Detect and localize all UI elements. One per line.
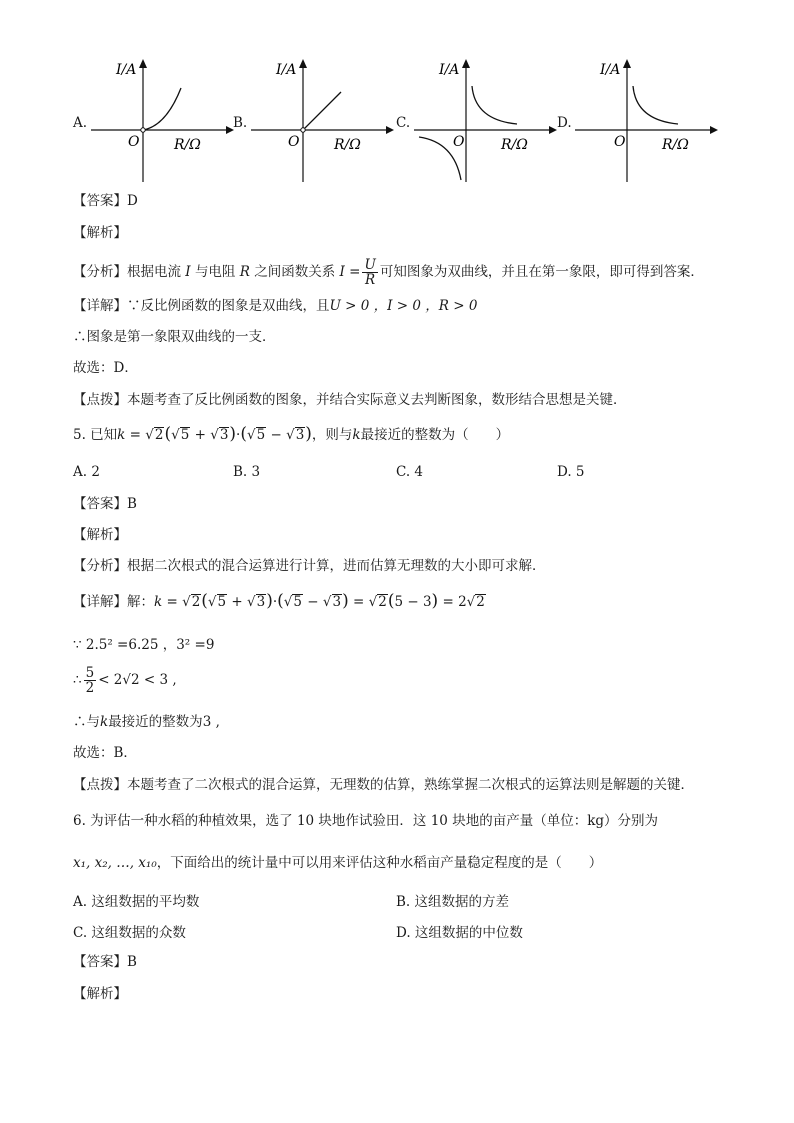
graph-c-origin: O [453,134,465,150]
q6-option-a: A. 这组数据的平均数 [73,894,200,910]
q5-option-d: D. 5 [557,464,585,480]
graph-d-origin: O [614,134,626,150]
q5-answer: 【答案】B [73,496,137,512]
q4-fenxi: 【分析】根据电流 I 与电阻 R 之间函数关系 I = $\frac{U}{R}$ 可知图象为双曲线，并且在第一象限，即可得到答案． [73,257,704,288]
q5-option-a: A. 2 [73,464,100,480]
graph-a-ylabel: I/A [116,62,137,78]
q5-detail: 【详解】解：k = √2(√5 + √3)·(√5 − √3) = √2(5 − 3) = 2√2 [73,591,485,611]
q5-comment: 【点拨】本题考查了二次根式的混合运算，无理数的估算，熟练掌握二次根式的运算法则是解题的关键． [73,777,694,793]
q5-analysis-heading: 【解析】 [73,527,127,543]
q4-detail: 【详解】∵反比例函数的图象是双曲线，且U > 0 ，I > 0 ，R > 0 [73,298,478,314]
q4-analysis-heading: 【解析】 [73,225,127,241]
answer-tag: 【答案】 [73,193,127,209]
q5-option-b: B. 3 [233,464,261,480]
q5-step2: ∴ $\frac{5}{2}$ < 2√2 < 3 , [73,665,177,696]
fraction-u-over-r: $\frac{U}{R}$ [364,257,376,288]
q4-detail-2: ∴图象是第一象限双曲线的一支． [73,329,276,345]
graph-b [246,50,396,190]
graph-d-ylabel: I/A [600,62,621,78]
graph-a-xlabel: R/Ω [174,137,201,153]
q5-step3: ∴与k最接近的整数为3 , [73,714,220,730]
q5-option-c: C. 4 [396,464,424,480]
q6-stem-1: 6. 为评估一种水稻的种植效果，选了 10 块地作试验田．这 10 块地的亩产量（单位：kg）分别为 [73,813,659,829]
q5-step1: ∵ 2.5² =6.25 ，3² =9 [73,637,215,653]
q6-answer: 【答案】B [73,954,137,970]
q5-stem: 5. 已知k = √2(√5 + √3)·(√5 − √3)，则与k最接近的整数为（ ） [73,424,510,444]
q6-option-c: C. 这组数据的众数 [73,925,186,941]
graph-c-ylabel: I/A [439,62,460,78]
option-a-letter: A. [73,115,88,131]
q5-choice: 故选：B． [73,745,137,761]
q5-expression: √2(√5 + √3)·(√5 − √3) [145,424,312,444]
graph-d [570,50,720,190]
graph-c [409,50,559,190]
option-b-letter: B. [233,115,248,131]
q4-choice: 故选：D． [73,360,138,376]
q6-stem-2: x₁, x₂, …, x₁₀，下面给出的统计量中可以用来评估这种水稻亩产量稳定程度的是（ ） [73,855,603,871]
q5-fenxi: 【分析】根据二次根式的混合运算进行计算，进而估算无理数的大小即可求解． [73,558,546,574]
graph-b-origin: O [288,134,300,150]
option-c-letter: C. [396,115,411,131]
q6-option-b: B. 这组数据的方差 [396,894,510,910]
graph-b-xlabel: R/Ω [334,137,361,153]
answer-value: D [127,193,138,209]
q6-analysis-heading: 【解析】 [73,986,127,1002]
graph-b-ylabel: I/A [276,62,297,78]
graph-a [86,50,236,190]
q6-option-d: D. 这组数据的中位数 [396,925,523,941]
option-d-letter: D. [557,115,572,131]
graph-d-xlabel: R/Ω [662,137,689,153]
q4-answer [73,192,138,210]
graph-a-origin: O [128,134,140,150]
q4-comment: 【点拨】本题考查了反比例函数的图象，并结合实际意义去判断图象，数形结合思想是关键． [73,392,627,408]
graph-c-xlabel: R/Ω [501,137,528,153]
